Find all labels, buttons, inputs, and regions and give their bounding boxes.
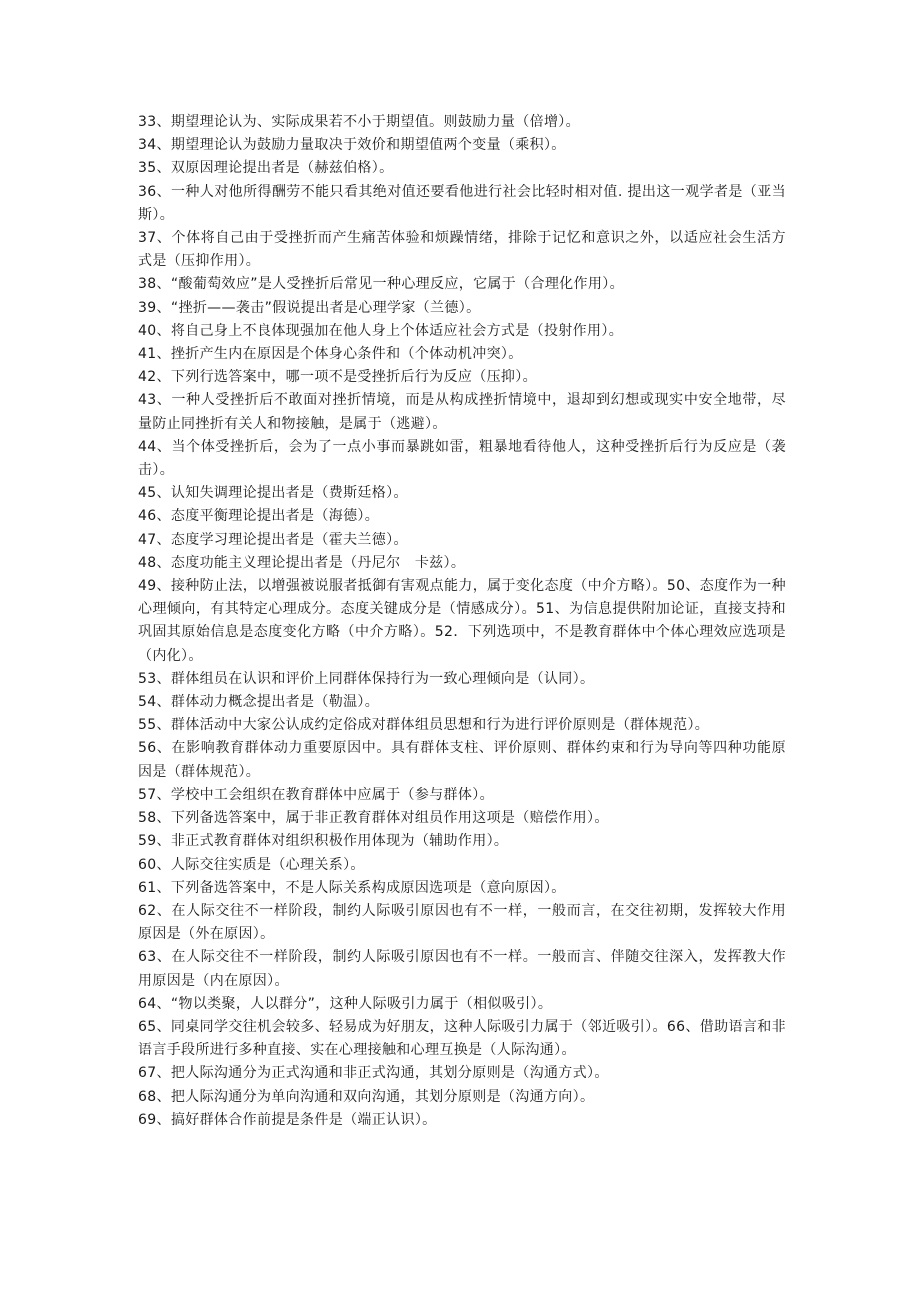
paragraph-53: 53、群体组员在认识和评价上同群体保持行为一致心理倾向是（认同）。: [138, 670, 595, 687]
paragraph-65-66: 65、同桌同学交往机会较多、轻易成为好朋友，这种人际吸引力属于（邻近吸引）。66、借助语言和非语言手段所进行多种直接、实在心理接触和心理互换是（人际沟通）。: [138, 1018, 786, 1059]
paragraph-49-52: 49、接种防止法，以增强被说服者抵御有害观点能力，属于变化态度（中介方略）。50、态度作为一种心理倾向，有其特定心理成分。态度关键成分是（情感成分）。51、为信息提供附加论证，直接支持和巩固其原始信息是态度变化方略（中介方略）。52．下列选项中，不是教育群体中个体心理效应选项是（内化）。: [138, 578, 786, 664]
paragraph-34: 34、期望理论认为鼓励力量取决于效价和期望值两个变量（乘积）。: [138, 137, 566, 154]
paragraph-47: 47、态度学习理论提出者是（霍夫兰德）。: [138, 531, 408, 548]
paragraph-35: 35、双原因理论提出者是（赫兹伯格）。: [138, 160, 394, 177]
paragraph-42: 42、下列行选答案中，哪一项不是受挫折后行为反应（压抑）。: [138, 369, 537, 386]
paragraph-54: 54、群体动力概念提出者是（勒温）。: [138, 694, 380, 711]
paragraph-46: 46、态度平衡理论提出者是（海德）。: [138, 508, 380, 525]
paragraph-56: 56、在影响教育群体动力重要原因中。具有群体支柱、评价原则、群体约束和行为导向等四种功能原因是（群体规范）。: [138, 740, 786, 780]
paragraph-36: 36、一种人对他所得酬劳不能只看其绝对值还要看他进行社会比轻时相对值. 提出这一观学者是（亚当斯）。: [138, 183, 786, 223]
paragraph-64: 64、“物以类聚，人以群分”，这种人际吸引力属于（相似吸引）。: [138, 995, 553, 1012]
document-body: [138, 111, 786, 1132]
paragraph-61: 61、下列备选答案中，不是人际关系构成原因选项是（意向原因）。: [138, 879, 566, 896]
paragraph-45: 45、认知失调理论提出者是（费斯廷格）。: [138, 485, 408, 502]
paragraph-63: 63、在人际交往不一样阶段，制约人际吸引原因也有不一样。一般而言、伴随交往深入，发挥教大作用原因是（内在原因）。: [138, 949, 786, 989]
paragraph-44: 44、当个体受挫折后，会为了一点小事而暴跳如雷，粗暴地看待他人，这种受挫折后行为反应是（袭击）。: [138, 438, 786, 479]
paragraph-59: 59、非正式教育群体对组织积极作用体现为（辅助作用）。: [138, 833, 509, 850]
paragraph-67: 67、把人际沟通分为正式沟通和非正式沟通，其划分原则是（沟通方式）。: [138, 1065, 609, 1082]
paragraph-41: 41、挫折产生内在原因是个体身心条件和（个体动机冲突）。: [138, 346, 523, 363]
paragraph-37: 37、个体将自己由于受挫折而产生痛苦体验和烦躁情绪，排除于记忆和意识之外，以适应社会生活方式是（压抑作用）。: [138, 230, 786, 270]
paragraph-40: 40、将自己身上不良体现强加在他人身上个体适应社会方式是（投射作用）。: [138, 322, 624, 339]
paragraph-69: 69、搞好群体合作前提是条件是（端正认识）。: [138, 1111, 437, 1128]
paragraph-60: 60、人际交往实质是（心理关系）。: [138, 856, 365, 873]
paragraph-68: 68、把人际沟通分为单向沟通和双向沟通，其划分原则是（沟通方向）。: [138, 1088, 595, 1105]
paragraph-38: 38、“酸葡萄效应”是人受挫折后常见一种心理反应，它属于（合理化作用）。: [138, 276, 624, 293]
paragraph-39: 39、“挫折——袭击”假说提出者是心理学家（兰德）。: [138, 299, 481, 316]
paragraph-48: 48、态度功能主义理论提出者是（丹尼尔 卡兹）。: [138, 554, 466, 571]
paragraph-33: 33、期望理论认为、实际成果若不小于期望值。则鼓励力量（倍增）。: [138, 114, 581, 130]
paragraph-43: 43、一种人受挫折后不敢面对挫折情境，而是从构成挫折情境中，退却到幻想或现实中安全地带，尽量防止同挫折有关人和物接触，是属于（逃避）。: [138, 392, 786, 432]
paragraph-58: 58、下列备选答案中，属于非正教育群体对组员作用这项是（赔偿作用）。: [138, 810, 609, 827]
paragraph-57: 57、学校中工会组织在教育群体中应属于（参与群体）。: [138, 786, 494, 803]
paragraph-62: 62、在人际交往不一样阶段，制约人际吸引原因也有不一样，一般而言，在交往初期，发挥较大作用原因是（外在原因）。: [138, 902, 786, 943]
paragraph-55: 55、群体活动中大家公认成约定俗成对群体组员思想和行为进行评价原则是（群体规范）。: [138, 717, 710, 734]
